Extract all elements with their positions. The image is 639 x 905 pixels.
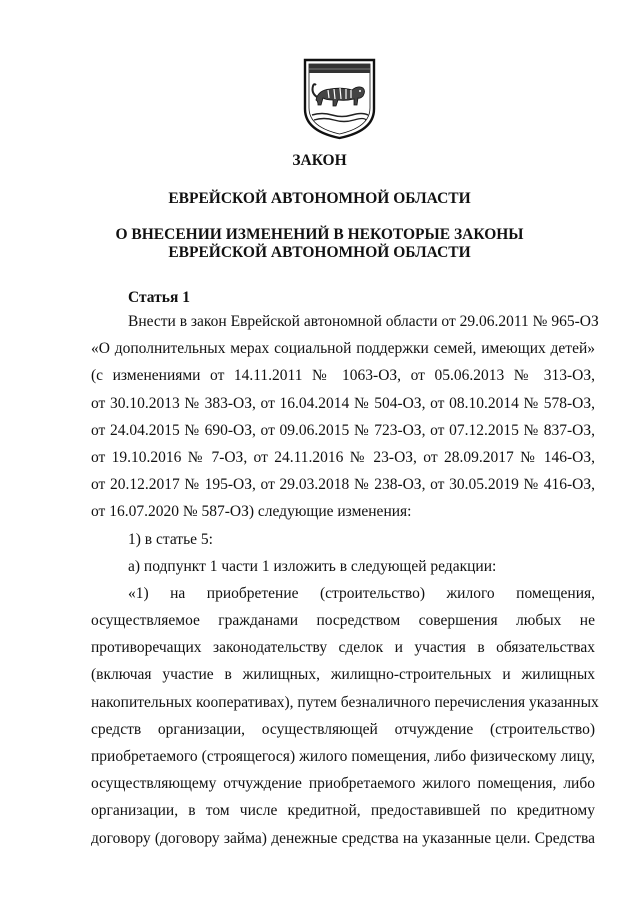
body-line: приобретаемого (строящегося) жилого помещения, либо физическому лицу, xyxy=(91,748,595,765)
body-line: а) подпункт 1 части 1 изложить в следующей редакции: xyxy=(128,557,497,575)
body-line: «О дополнительных мерах социальной поддержки семей, имеющих детей» xyxy=(91,340,595,358)
body-line: от 16.07.2020 № 587-ОЗ) следующие изменения: xyxy=(91,503,412,521)
body-line: средств организации, осуществляющей отчуждение (строительство) xyxy=(91,720,595,738)
body-line: (включая участие в жилищных, жилищно-строительных и жилищных xyxy=(91,666,595,684)
article-heading: Статья 1 xyxy=(128,289,190,306)
article-body xyxy=(91,308,599,852)
body-line: договору (договору займа) денежные средства на указанные цели. Средства xyxy=(91,829,595,847)
law-title-line-1: О ВНЕСЕНИИ ИЗМЕНЕНИЙ В НЕКОТОРЫЕ ЗАКОНЫ xyxy=(115,226,524,243)
document-type-heading: ЗАКОН xyxy=(292,152,347,169)
body-line: 1) в статье 5: xyxy=(128,530,213,548)
body-line: от 19.10.2016 № 7-ОЗ, от 24.11.2016 № 23-ОЗ, от 28.09.2017 № 146-ОЗ, xyxy=(91,448,595,466)
body-line: «1) на приобретение (строительство) жилого помещения, xyxy=(128,584,595,602)
region-heading: ЕВРЕЙСКОЙ АВТОНОМНОЙ ОБЛАСТИ xyxy=(168,190,471,207)
body-line: противоречащих законодательству сделок и участия в обязательствах xyxy=(91,639,595,657)
body-line: (с изменениями от 14.11.2011 № 1063-ОЗ, от 05.06.2013 № 313-ОЗ, xyxy=(91,367,595,385)
body-line: осуществляющему отчуждение приобретаемого жилого помещения, либо xyxy=(91,775,595,793)
law-title-line-2: ЕВРЕЙСКОЙ АВТОНОМНОЙ ОБЛАСТИ xyxy=(168,244,471,261)
body-line: накопительных кооперативах), путем безналичного перечисления указанных xyxy=(91,693,599,711)
body-line: от 20.12.2017 № 195-ОЗ, от 29.03.2018 № 238-ОЗ, от 30.05.2019 № 416-ОЗ, xyxy=(91,476,595,494)
body-line: Внести в закон Еврейской автономной области от 29.06.2011 № 965-ОЗ xyxy=(128,313,599,330)
body-line: осуществляемое гражданами посредством совершения любых не xyxy=(91,612,595,630)
body-line: от 24.04.2015 № 690-ОЗ, от 09.06.2015 № 723-ОЗ, от 07.12.2015 № 837-ОЗ, xyxy=(91,421,595,439)
body-line: организации, в том числе кредитной, предоставившей по кредитному xyxy=(91,802,595,820)
body-line: от 30.10.2013 № 383-ОЗ, от 16.04.2014 № 504-ОЗ, от 08.10.2014 № 578-ОЗ, xyxy=(91,394,595,412)
coat-of-arms-icon xyxy=(302,57,377,141)
